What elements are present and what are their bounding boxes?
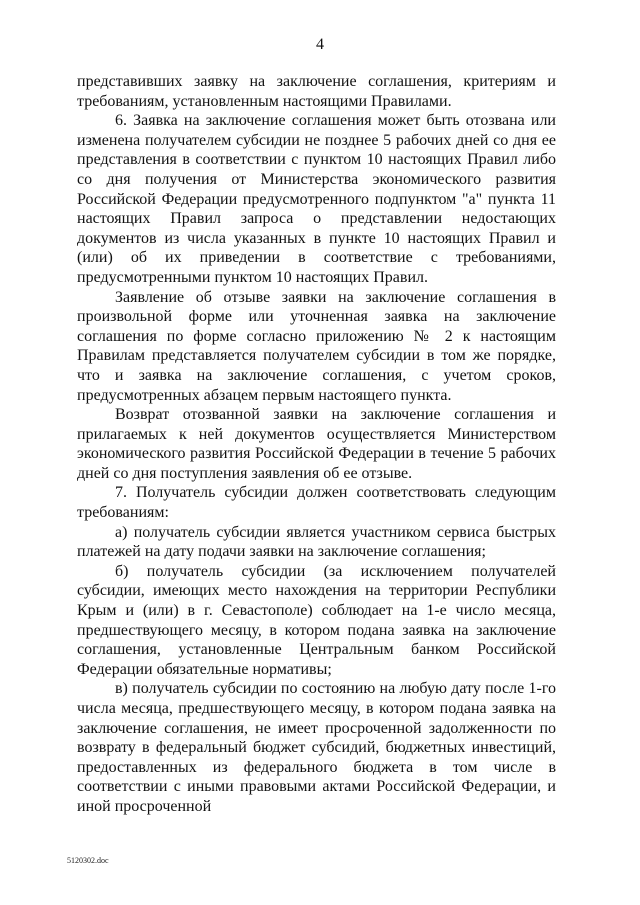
paragraph-withdrawal-statement: Заявление об отзыве заявки на заключение соглашения в произвольной форме или уточненная заявка на заключение соглашения по форме согласно приложению № 2 к настоящим Правилам представляется получателем субсидии в том же порядке, что и заявка на заключение соглашения, с учетом сроков, предусмотренных абзацем первым настоящего пункта. [77, 288, 556, 404]
paragraph-subitem-v: в) получатель субсидии по состоянию на любую дату после 1-го числа месяца, предшествующего месяцу, в котором подана заявка на заключение соглашения, не имеет просроченной задолженности по возврату в федеральный бюджет субсидий, бюджетных инвестиций, предоставленных из федерального бюджета в том числе в соответствии с иными правовыми актами Российской Федерации, и иной просроченной [77, 680, 556, 815]
body-text [77, 72, 556, 817]
paragraph-item-7: 7. Получатель субсидии должен соответствовать следующим требованиям: [77, 484, 556, 522]
paragraph-return-of-application: Возврат отозванной заявки на заключение соглашения и прилагаемых к ней документов осуществляется Министерством экономического развития Российской Федерации в течение 5 рабочих дней со дня поступления заявления об ее отзыве. [77, 406, 556, 482]
page-number: 4 [316, 36, 324, 53]
paragraph-subitem-a: а) получатель субсидии является участником сервиса быстрых платежей на дату подачи заявки на заключение соглашения; [77, 523, 556, 561]
paragraph-item-6: 6. Заявка на заключение соглашения может быть отозвана или изменена получателем субсидии не позднее 5 рабочих дней со дня ее представления в соответствии с пунктом 10 настоящих Правил либо со дня получения от Министерства экономического развития Российской Федерации предусмотренного подпунктом "а" пункта 11 настоящих Правил запроса о представлении недостающих документов из числа указанных в пункте 10 настоящих Правил и (или) об их приведении в соответствие с требованиями, предусмотренными пунктом 10 настоящих Правил. [77, 112, 556, 286]
paragraph-subitem-b: б) получатель субсидии (за исключением получателей субсидии, имеющих место нахождения на территории Республики Крым и (или) в г. Севастополе) соблюдает на 1-е число месяца, предшествующего месяцу, в котором подана заявка на заключение соглашения, установленные Центральным банком Российской Федерации обязательные нормативы; [77, 562, 556, 678]
paragraph-continuation: представивших заявку на заключение соглашения, критериям и требованиям, установленным настоящими Правилами. [77, 73, 556, 110]
footer-filename: 5120302.doc [67, 856, 109, 865]
